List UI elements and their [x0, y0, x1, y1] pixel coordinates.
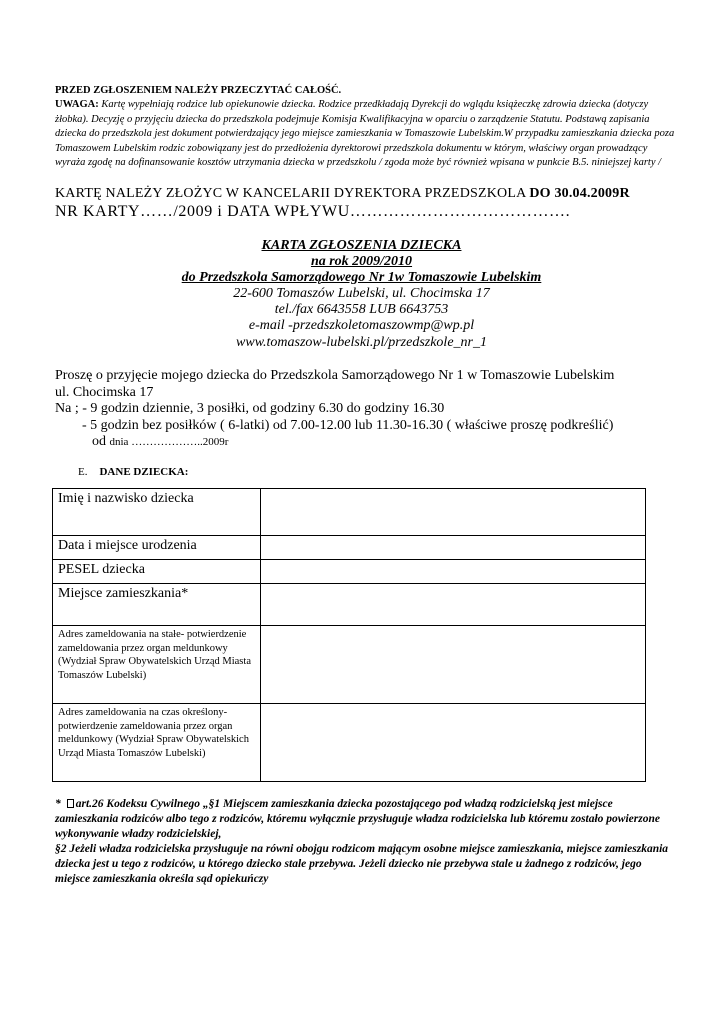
card-number-line: NR KARTY……/2009 i DATA WPŁYWU………………………………….	[55, 203, 571, 220]
uwaga-label: UWAGA:	[55, 99, 99, 111]
submission-instruction	[55, 186, 630, 202]
child-name-field[interactable]	[261, 489, 646, 536]
temporary-address-field[interactable]	[261, 704, 646, 782]
submission-deadline: DO 30.04.2009R	[529, 186, 630, 201]
request-option-5h: - 5 godzin bez posiłków ( 6-latki) od 7.00-12.00 lub 11.30-16.30 ( właściwe proszę podkreślić)	[82, 417, 614, 433]
table-row	[53, 489, 646, 536]
institution-email: e-mail -przedszkoletomaszowmp@wp.pl	[248, 318, 475, 333]
request-start-date	[55, 434, 675, 451]
table-row	[53, 560, 646, 584]
institution-address: 22-600 Tomaszów Lubelski, ul. Chocimska 17	[233, 286, 490, 301]
request-line: Proszę o przyjęcie mojego dziecka do Przedszkola Samorządowego Nr 1 w Tomaszowie Lubelskim	[55, 368, 615, 383]
permanent-address-field[interactable]	[261, 626, 646, 704]
square-bullet-icon	[67, 799, 74, 808]
start-date-field: dnia ………………..2009r	[109, 436, 229, 448]
request-option-9h: Na ; - 9 godzin dziennie, 3 posiłki, od godziny 6.30 do godziny 16.30	[55, 401, 445, 416]
footnote-paragraph-1	[55, 797, 675, 842]
institution-phone: tel./fax 6643558 LUB 6643753	[274, 302, 449, 317]
table-row	[53, 704, 646, 782]
section-title: DANE DZIECKA:	[99, 466, 189, 478]
notice-block	[55, 84, 675, 170]
institution-website: www.tomaszow-lubelski.pl/przedszkole_nr_1	[236, 335, 487, 350]
notice-heading: PRZED ZGŁOSZENIEM NALEŻY PRZECZYTAĆ CAŁOŚĆ.	[55, 85, 342, 96]
footnote-text-1: art.26 Kodeksu Cywilnego „§1 Miejscem zamieszkania dziecka pozostającego pod władzą rodzicielską jest miejsce zamieszkania rodziców albo tego z rodziców, któremu wyłącznie przysługuje władza rodzicielska lub któremu zostało powierzone wykonywanie władzy rodzicielskiej,	[55, 798, 660, 840]
pesel-field[interactable]	[261, 560, 646, 584]
row-label-temporary-address: Adres zameldowania na czas określony- potwierdzenie zameldowania przez organ meldunkowy (Wydział Spraw Obywatelskich Urząd Miasta Tomaszów Lubelski)	[53, 704, 261, 782]
row-label-permanent-address: Adres zameldowania na stałe- potwierdzenie zameldowania przez organ meldunkowy (Wydział Spraw Obywatelskich Urząd Miasta Tomaszów Lubelski)	[53, 626, 261, 704]
row-label-residence: Miejsce zamieszkania*	[53, 584, 261, 626]
form-title: KARTA ZGŁOSZENIA DZIECKA	[261, 238, 462, 253]
institution-name: do Przedszkola Samorządowego Nr 1w Tomaszowie Lubelskim	[181, 270, 542, 285]
uwaga-text: Kartę wypełniają rodzice lub opiekunowie dziecka. Rodzice przedkładają Dyrekcji do wglądu książeczkę zdrowia dziecka (dotyczy żłobka). Decyzję o przyjęciu dziecka do przedszkola podejmuje Komisja Kwalifikacyjna w oparciu o zarządzenie Statutu. Podstawą zapisania dziecka do przedszkola jest dokument potwierdzający jego miejsce zamieszkania w Tomaszowie Lubelskim.W przypadku zamieszkania dziecka poza Tomaszowem Lubelskim rodzic zobowiązany jest do przedłożenia dyrektorowi przedszkola dokumentu w którym, właściwy organ prowadzący wyraża zgodę na dofinansowanie kosztów utrzymania dziecka w przedszkolu / zgoda może być również wpisana w punkcie B.5. niniejszej karty /	[55, 99, 675, 169]
row-label-birth: Data i miejsce urodzenia	[53, 536, 261, 560]
school-year: na rok 2009/2010	[310, 254, 413, 269]
residence-field[interactable]	[261, 584, 646, 626]
table-row	[53, 536, 646, 560]
section-e-heading	[78, 466, 188, 478]
admission-request	[55, 368, 675, 451]
table-row	[53, 626, 646, 704]
child-data-table	[52, 488, 646, 782]
row-label-pesel: PESEL dziecka	[53, 560, 261, 584]
footnote-block	[55, 797, 675, 887]
table-row	[53, 584, 646, 626]
submission-text: KARTĘ NALEŻY ZŁOŻYC W KANCELARII DYREKTORA PRZEDSZKOLA	[55, 186, 530, 201]
section-letter: E.	[78, 466, 88, 478]
request-street: ul. Chocimska 17	[55, 384, 154, 400]
footnote-paragraph-2: §2 Jeżeli władza rodzicielska przysługuje na równi obojgu rodzicom mającym osobne miejsce zamieszkania, miejsce zamieszkania dziecka jest u tego z rodziców, u którego dziecko stale przebywa. Jeżeli dziecko nie przebywa stale u żadnego z rodziców, jego miejsce zamieszkania określa sąd opiekuńczy	[55, 843, 669, 885]
start-date-prefix: od	[92, 434, 110, 449]
notice-paragraph	[55, 98, 675, 170]
birth-date-place-field[interactable]	[261, 536, 646, 560]
row-label-child-name: Imię i nazwisko dziecka	[53, 489, 261, 536]
footnote-star: *	[55, 798, 61, 810]
